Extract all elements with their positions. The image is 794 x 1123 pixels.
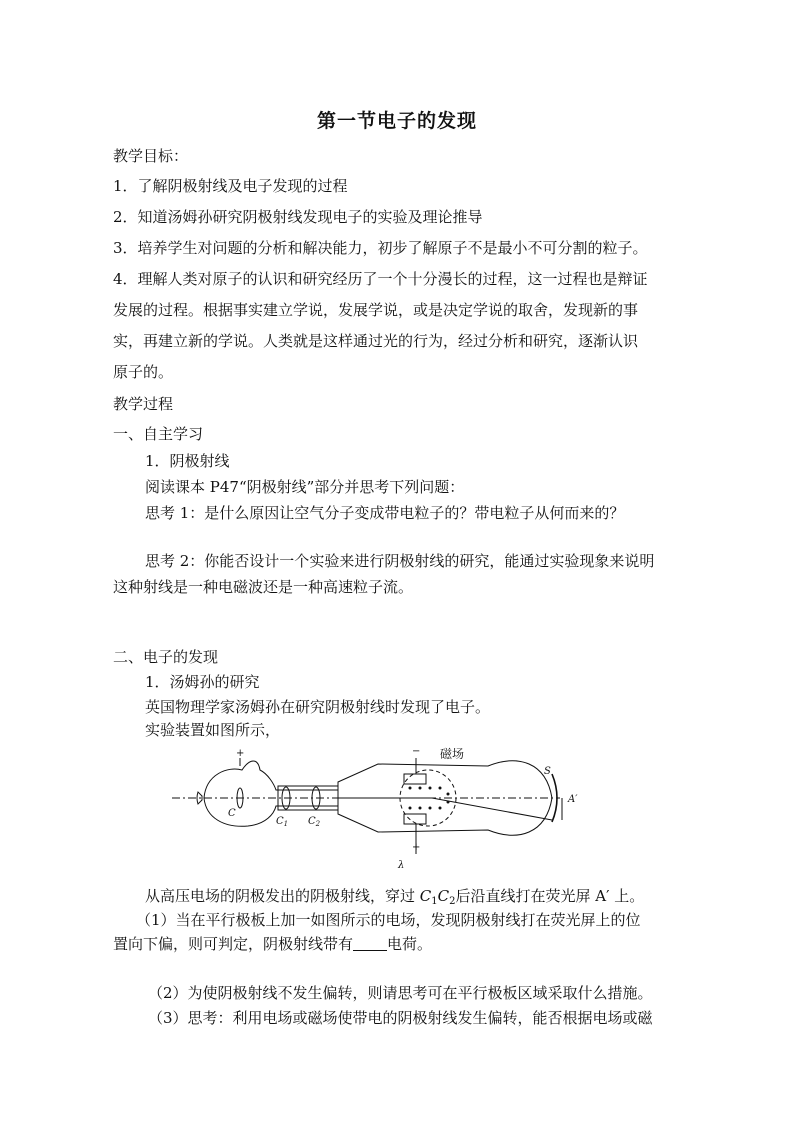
plate-plus-label: + (412, 842, 421, 853)
question-3: （3）思考：利用电场或磁场使带电的阴极射线发生偏转，能否根据电场或磁 (148, 1009, 653, 1027)
objectives-heading: 教学目标： (113, 147, 189, 165)
objective-3: 3．培养学生对问题的分析和解决能力，初步了解原子不是最小不可分割的粒子。 (113, 239, 648, 257)
section-1-heading: 一、自主学习 (113, 425, 204, 443)
cathode-ray-tube-figure (168, 744, 586, 874)
ray-path-description: 从高压电场的阴极发出的阴极射线，穿过 $C_1C_2$后沿直线打在荧光屏 A′ 上。 (145, 887, 645, 907)
cathode-ray-subheading: 1．阴极射线 (145, 452, 230, 470)
objective-2: 2．知道汤姆孙研究阴极射线发现电子的实验及理论推导 (113, 208, 483, 226)
question-1-line-1: （1）当在平行极板上加一如图所示的电场，发现阴极射线打在荧光屏上的位 (136, 911, 641, 929)
answer-blank[interactable] (353, 936, 387, 951)
objective-4-line-1: 4．理解人类对原子的认识和研究经历了一个十分漫长的过程，这一过程也是辩证 (113, 270, 648, 288)
apparatus-intro: 实验装置如图所示， (145, 721, 281, 739)
deflected-ray (338, 798, 552, 820)
thomson-intro: 英国物理学家汤姆孙在研究阴极射线时发现了电子。 (145, 698, 491, 716)
think-question-2-line-2: 这种射线是一种电磁波还是一种高速粒子流。 (113, 578, 414, 596)
bulb-outline (204, 761, 338, 826)
think-question-2-line-1: 思考 2：你能否设计一个实验来进行阴极射线的研究，能通过实验现象来说明 (145, 552, 655, 570)
objective-4-line-2: 发展的过程。根据事实建立学说，发展学说，或是决定学说的取舍，发现新的事 (113, 301, 639, 319)
reading-instruction: 阅读课本 P47“阴极射线”部分并思考下列问题： (145, 478, 465, 496)
page-title: 第一节电子的发现 (316, 110, 477, 132)
slit-c2-label: $C_2$ (308, 816, 321, 828)
process-heading: 教学过程 (113, 395, 174, 413)
objective-4-line-4: 原子的。 (113, 363, 174, 381)
thomson-subheading: 1．汤姆孙的研究 (145, 673, 260, 691)
slit-c1-label: $C_1$ (276, 816, 289, 828)
plate-minus-label: − (412, 746, 421, 757)
think-question-1: 思考 1：是什么原因让空气分子变成带电粒子的？带电粒子从何而来的？ (145, 504, 625, 522)
cathode-label: C (228, 808, 236, 819)
spot-label: A′ (568, 794, 578, 805)
screen-label: S (544, 766, 551, 777)
section-2-heading: 二、电子的发现 (113, 648, 219, 666)
objective-4-line-3: 实，再建立新的学说。人类就是这样通过光的行为，经过分析和研究，逐渐认识 (113, 332, 639, 350)
magnetic-field-label: 磁场 (440, 747, 465, 761)
objective-1: 1．了解阴极射线及电子发现的过程 (113, 177, 348, 195)
anode-plus-label: + (236, 748, 245, 759)
question-2: （2）为使阴极射线不发生偏转，则请思考可在平行极板区域采取什么措施。 (148, 984, 653, 1002)
question-1-line-2: 置向下偏，则可判定，阴极射线带有 电荷。 (113, 935, 433, 953)
lambda-label: λ (398, 860, 405, 871)
